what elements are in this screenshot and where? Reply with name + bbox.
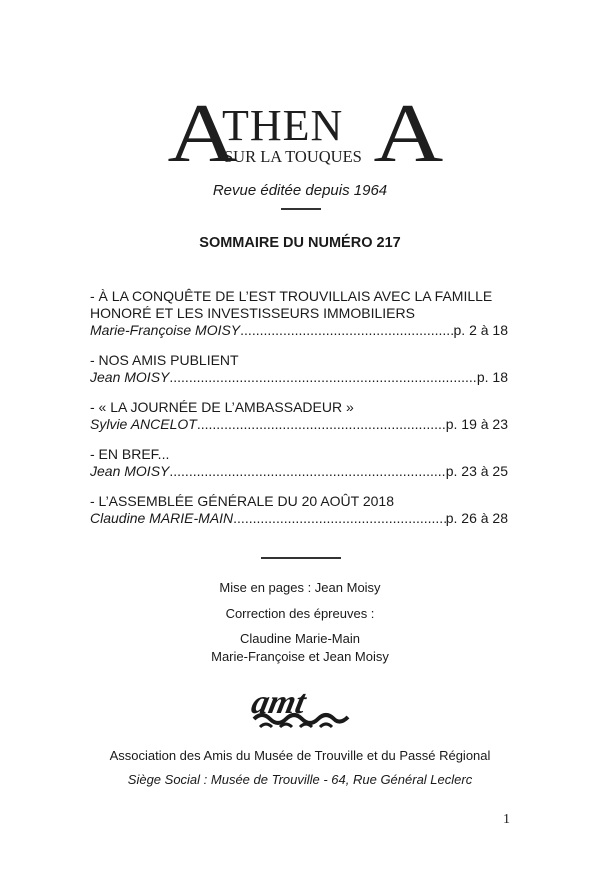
page-number: 1 bbox=[503, 812, 510, 827]
toc-entry-pages: p. 23 à 25 bbox=[445, 463, 508, 479]
toc-entry-pages: p. 19 à 23 bbox=[445, 416, 508, 432]
toc-entry-title: - EN BREF... bbox=[90, 446, 170, 462]
toc-entry-author: Sylvie ANCELOT bbox=[90, 416, 197, 432]
dot-leader bbox=[197, 416, 446, 433]
table-of-contents bbox=[90, 288, 508, 540]
masthead-letter-a-left: A bbox=[167, 87, 238, 180]
toc-entry bbox=[90, 288, 508, 339]
divider bbox=[261, 557, 341, 559]
masthead-logo bbox=[167, 87, 444, 180]
toc-entry-pages: p. 2 à 18 bbox=[453, 322, 508, 338]
proofreader-name: Claudine Marie-Main bbox=[240, 631, 360, 646]
toc-entry-title-continued: HONORÉ ET LES INVESTISSEURS IMMOBILIERS bbox=[90, 305, 415, 321]
toc-entry-pages: p. 26 à 28 bbox=[445, 510, 508, 526]
dot-leader bbox=[169, 369, 476, 386]
toc-entry-pages: p. 18 bbox=[476, 369, 508, 385]
masthead-letter-a-right: A bbox=[373, 87, 444, 180]
toc-entry bbox=[90, 493, 508, 527]
toc-entry bbox=[90, 446, 508, 480]
toc-entry-title: - NOS AMIS PUBLIENT bbox=[90, 352, 239, 368]
association-logo bbox=[250, 685, 354, 738]
masthead-subtitle: SUR LA TOUQUES bbox=[224, 147, 362, 166]
toc-entry-title: - L’ASSEMBLÉE GÉNÉRALE DU 20 AOÛT 2018 bbox=[90, 493, 394, 509]
dot-leader bbox=[240, 322, 453, 339]
masthead-title-middle: THEN bbox=[222, 101, 344, 150]
proofreading-label: Correction des épreuves : bbox=[225, 606, 375, 621]
tagline: Revue éditée depuis 1964 bbox=[212, 182, 388, 199]
toc-entry bbox=[90, 399, 508, 433]
dot-leader bbox=[233, 510, 446, 527]
association-name: Association des Amis du Musée de Trouville et du Passé Régional bbox=[109, 748, 491, 763]
page-title: SOMMAIRE DU NUMÉRO 217 bbox=[199, 235, 401, 251]
divider bbox=[281, 208, 321, 210]
toc-entry bbox=[90, 352, 508, 386]
toc-entry-author: Claudine MARIE-MAIN bbox=[90, 510, 234, 526]
toc-entry-author: Jean MOISY bbox=[90, 369, 170, 385]
head-office-address: Siège Social : Musée de Trouville - 64, Rue Général Leclerc bbox=[127, 772, 473, 787]
toc-entry-title: - « LA JOURNÉE DE L’AMBASSADEUR » bbox=[90, 399, 354, 415]
proofreader-name: Marie-Françoise et Jean Moisy bbox=[211, 649, 389, 664]
amt-logo-icon bbox=[250, 685, 354, 733]
toc-entry-author: Marie-Françoise MOISY bbox=[90, 322, 241, 338]
dot-leader bbox=[169, 463, 445, 480]
svg-text:amt: amt bbox=[250, 685, 310, 721]
toc-entry-title: - À LA CONQUÊTE DE L’EST TROUVILLAIS AVEC LA FAMILLE bbox=[90, 288, 493, 304]
layout-credit: Mise en pages : Jean Moisy bbox=[219, 580, 381, 595]
toc-entry-author: Jean MOISY bbox=[90, 463, 170, 479]
